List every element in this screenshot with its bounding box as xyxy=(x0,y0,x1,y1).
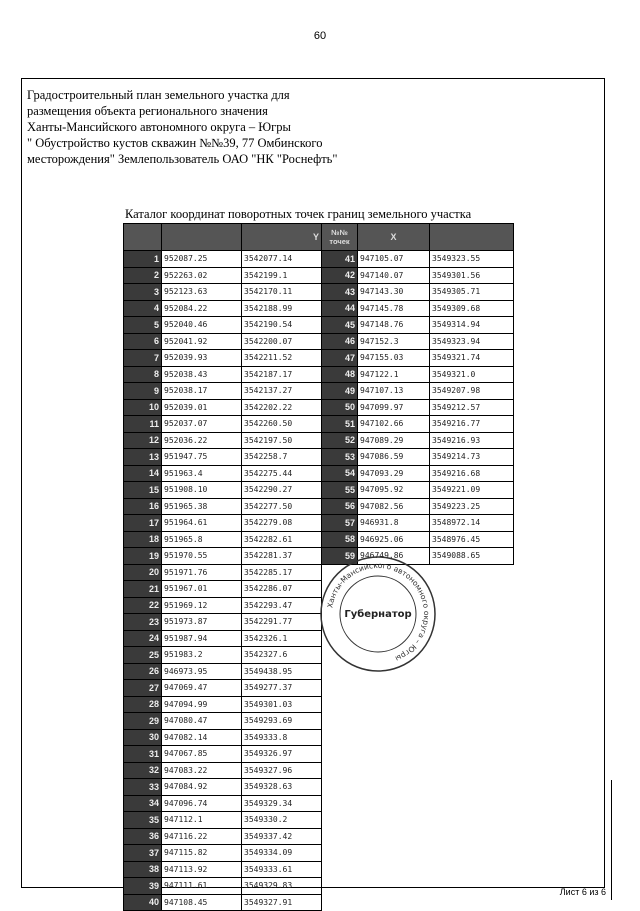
title-line: " Обустройство кустов скважин №№39, 77 Омбинского xyxy=(27,136,323,150)
coord-x: 952037.07 xyxy=(162,416,242,433)
coord-y: 3549207.98 xyxy=(430,383,514,400)
coord-x: 947152.3 xyxy=(358,333,430,350)
point-number: 42 xyxy=(322,267,358,284)
coord-y: 3549323.55 xyxy=(430,251,514,268)
point-number: 3 xyxy=(124,284,162,301)
point-number: 34 xyxy=(124,795,162,812)
point-number: 31 xyxy=(124,746,162,763)
title-line: размещения объекта регионального значения xyxy=(27,104,268,118)
point-number: 30 xyxy=(124,729,162,746)
coord-y: 3549216.93 xyxy=(430,432,514,449)
coord-y: 3549337.42 xyxy=(242,828,322,845)
point-number: 1 xyxy=(124,251,162,268)
coord-y: 3549305.71 xyxy=(430,284,514,301)
table-row xyxy=(124,845,322,862)
point-number: 8 xyxy=(124,366,162,383)
point-number: 20 xyxy=(124,564,162,581)
coord-y: 3542187.17 xyxy=(242,366,322,383)
coord-y: 3542170.11 xyxy=(242,284,322,301)
coord-x: 951969.12 xyxy=(162,597,242,614)
point-number: 2 xyxy=(124,267,162,284)
table-row xyxy=(124,284,322,301)
coord-x: 951973.87 xyxy=(162,614,242,631)
table-row xyxy=(124,696,322,713)
point-number: 13 xyxy=(124,449,162,466)
coord-y: 3549314.94 xyxy=(430,317,514,334)
coord-y: 3542137.27 xyxy=(242,383,322,400)
coord-x: 952263.02 xyxy=(162,267,242,284)
coord-x: 951963.4 xyxy=(162,465,242,482)
point-number: 6 xyxy=(124,333,162,350)
coord-y: 3549221.09 xyxy=(430,482,514,499)
point-number: 40 xyxy=(124,894,162,911)
coord-x: 947155.03 xyxy=(358,350,430,367)
point-number: 23 xyxy=(124,614,162,631)
seal-center-text: Губернатор xyxy=(344,609,412,620)
coord-x: 947084.92 xyxy=(162,779,242,796)
table-row xyxy=(322,399,514,416)
coord-x: 947140.07 xyxy=(358,267,430,284)
header-x: X xyxy=(358,224,430,251)
table-row xyxy=(322,284,514,301)
coord-y: 3549216.68 xyxy=(430,465,514,482)
point-number: 14 xyxy=(124,465,162,482)
coord-x: 947105.07 xyxy=(358,251,430,268)
coord-x: 947111.61 xyxy=(162,878,242,895)
table-row xyxy=(322,300,514,317)
point-number: 15 xyxy=(124,482,162,499)
coord-y: 3549321.74 xyxy=(430,350,514,367)
coord-y: 3542200.07 xyxy=(242,333,322,350)
table-row xyxy=(322,333,514,350)
coord-y: 3542197.50 xyxy=(242,432,322,449)
coord-y: 3549327.91 xyxy=(242,894,322,911)
coord-y: 3549333.61 xyxy=(242,861,322,878)
table-row xyxy=(124,581,322,598)
seal-ring-text: Ханты-Мансийского автономного округа – Югры xyxy=(325,560,432,664)
header-y xyxy=(430,224,514,251)
table-row xyxy=(322,432,514,449)
point-number: 26 xyxy=(124,663,162,680)
coord-y: 3549212.57 xyxy=(430,399,514,416)
coord-x: 952040.46 xyxy=(162,317,242,334)
point-number: 36 xyxy=(124,828,162,845)
table-row xyxy=(322,449,514,466)
coord-y: 3549327.96 xyxy=(242,762,322,779)
coord-y: 3542293.47 xyxy=(242,597,322,614)
coord-x: 951971.76 xyxy=(162,564,242,581)
coord-y: 3549277.37 xyxy=(242,680,322,697)
point-number: 50 xyxy=(322,399,358,416)
point-number: 59 xyxy=(322,548,358,565)
coord-y: 3542077.14 xyxy=(242,251,322,268)
table-row xyxy=(124,713,322,730)
coord-y: 3542199.1 xyxy=(242,267,322,284)
coord-y: 3549321.0 xyxy=(430,366,514,383)
point-number: 41 xyxy=(322,251,358,268)
coord-y: 3548976.45 xyxy=(430,531,514,548)
table-row xyxy=(322,531,514,548)
coord-y: 3548972.14 xyxy=(430,515,514,532)
table-row xyxy=(124,333,322,350)
coord-x: 947116.22 xyxy=(162,828,242,845)
title-line: Ханты-Мансийского автономного округа – Югры xyxy=(27,120,291,134)
point-number: 11 xyxy=(124,416,162,433)
point-number: 53 xyxy=(322,449,358,466)
table-row xyxy=(124,267,322,284)
table-row xyxy=(124,894,322,911)
coord-x: 947102.66 xyxy=(358,416,430,433)
coord-x: 947095.92 xyxy=(358,482,430,499)
point-number: 29 xyxy=(124,713,162,730)
point-number: 35 xyxy=(124,812,162,829)
table-row xyxy=(124,729,322,746)
table-row xyxy=(322,366,514,383)
point-number: 4 xyxy=(124,300,162,317)
coord-y: 3549088.65 xyxy=(430,548,514,565)
point-number: 49 xyxy=(322,383,358,400)
table-row xyxy=(124,317,322,334)
coord-x: 947083.22 xyxy=(162,762,242,779)
coord-x: 947080.47 xyxy=(162,713,242,730)
table-row xyxy=(124,663,322,680)
coord-y: 3542202.22 xyxy=(242,399,322,416)
point-number: 18 xyxy=(124,531,162,548)
point-number: 9 xyxy=(124,383,162,400)
point-number: 27 xyxy=(124,680,162,697)
coord-x: 947108.45 xyxy=(162,894,242,911)
coord-x: 947115.82 xyxy=(162,845,242,862)
table-row xyxy=(124,680,322,697)
table-row xyxy=(124,465,322,482)
coord-x: 947122.1 xyxy=(358,366,430,383)
coord-y: 3549293.69 xyxy=(242,713,322,730)
table-row xyxy=(124,498,322,515)
table-row xyxy=(124,746,322,763)
coord-x: 952038.17 xyxy=(162,383,242,400)
coord-y: 3549301.56 xyxy=(430,267,514,284)
table-row xyxy=(124,762,322,779)
point-number: 56 xyxy=(322,498,358,515)
coord-x: 946973.95 xyxy=(162,663,242,680)
coord-x: 952087.25 xyxy=(162,251,242,268)
point-number: 25 xyxy=(124,647,162,664)
table-row xyxy=(124,597,322,614)
coord-x: 952036.22 xyxy=(162,432,242,449)
table-row xyxy=(124,795,322,812)
point-number: 44 xyxy=(322,300,358,317)
table-row xyxy=(322,317,514,334)
title-line: Градостроительный план земельного участка для xyxy=(27,88,290,102)
coord-x: 952039.01 xyxy=(162,399,242,416)
coord-x: 951967.01 xyxy=(162,581,242,598)
coord-x: 947082.56 xyxy=(358,498,430,515)
table-row xyxy=(322,267,514,284)
coord-x: 946749.86 xyxy=(358,548,430,565)
coord-y: 3542327.6 xyxy=(242,647,322,664)
coord-x: 947086.59 xyxy=(358,449,430,466)
coord-x: 951947.75 xyxy=(162,449,242,466)
header-x xyxy=(162,224,242,251)
table-row xyxy=(124,878,322,895)
point-number: 38 xyxy=(124,861,162,878)
table-row xyxy=(124,416,322,433)
header-num xyxy=(124,224,162,251)
table-row xyxy=(124,630,322,647)
point-number: 52 xyxy=(322,432,358,449)
point-number: 19 xyxy=(124,548,162,565)
sheet-footer: Лист 6 из 6 xyxy=(559,887,606,897)
coord-x: 952123.63 xyxy=(162,284,242,301)
coord-y: 3542188.99 xyxy=(242,300,322,317)
table-row xyxy=(124,828,322,845)
coord-y: 3542286.07 xyxy=(242,581,322,598)
table-row xyxy=(124,300,322,317)
coordinates-table-right xyxy=(321,223,514,565)
table-row xyxy=(124,383,322,400)
coord-y: 3549301.03 xyxy=(242,696,322,713)
table-row xyxy=(124,647,322,664)
coord-y: 3542285.17 xyxy=(242,564,322,581)
coord-y: 3549329.83 xyxy=(242,878,322,895)
point-number: 32 xyxy=(124,762,162,779)
point-number: 28 xyxy=(124,696,162,713)
coord-y: 3542291.77 xyxy=(242,614,322,631)
coord-x: 947145.78 xyxy=(358,300,430,317)
coord-x: 946931.8 xyxy=(358,515,430,532)
table-row xyxy=(124,515,322,532)
coord-x: 947093.29 xyxy=(358,465,430,482)
coord-x: 952039.93 xyxy=(162,350,242,367)
header-num-points: №№ точек xyxy=(322,224,358,251)
coord-y: 3549333.8 xyxy=(242,729,322,746)
point-number: 43 xyxy=(322,284,358,301)
table-row xyxy=(124,812,322,829)
point-number: 16 xyxy=(124,498,162,515)
table-row xyxy=(124,432,322,449)
table-row xyxy=(124,350,322,367)
coord-x: 947067.85 xyxy=(162,746,242,763)
coord-y: 3542211.52 xyxy=(242,350,322,367)
table-row xyxy=(124,251,322,268)
point-number: 22 xyxy=(124,597,162,614)
point-number: 10 xyxy=(124,399,162,416)
table-row xyxy=(124,564,322,581)
table-row xyxy=(322,350,514,367)
coord-x: 951908.10 xyxy=(162,482,242,499)
coord-x: 947096.74 xyxy=(162,795,242,812)
coord-y: 3549214.73 xyxy=(430,449,514,466)
coord-y: 3542258.7 xyxy=(242,449,322,466)
point-number: 39 xyxy=(124,878,162,895)
coord-y: 3542260.50 xyxy=(242,416,322,433)
table-row xyxy=(124,548,322,565)
coord-y: 3549326.97 xyxy=(242,746,322,763)
governor-seal xyxy=(318,554,438,674)
coord-x: 947112.1 xyxy=(162,812,242,829)
catalog-title: Каталог координат поворотных точек границ земельного участка xyxy=(125,207,472,221)
point-number: 33 xyxy=(124,779,162,796)
coord-y: 3542190.54 xyxy=(242,317,322,334)
coord-y: 3542326.1 xyxy=(242,630,322,647)
coord-x: 947099.97 xyxy=(358,399,430,416)
coord-x: 952084.22 xyxy=(162,300,242,317)
coord-y: 3542279.08 xyxy=(242,515,322,532)
coordinates-table-left xyxy=(123,223,322,911)
coord-x: 947082.14 xyxy=(162,729,242,746)
coord-y: 3549329.34 xyxy=(242,795,322,812)
point-number: 47 xyxy=(322,350,358,367)
coord-x: 951965.38 xyxy=(162,498,242,515)
coord-y: 3542281.37 xyxy=(242,548,322,565)
coord-x: 951964.61 xyxy=(162,515,242,532)
table-row xyxy=(322,498,514,515)
coord-x: 947143.30 xyxy=(358,284,430,301)
table-row xyxy=(322,482,514,499)
table-row xyxy=(322,251,514,268)
title-line: месторождения" Землепользователь ОАО "НК "Роснефть" xyxy=(27,152,338,166)
coord-x: 947069.47 xyxy=(162,680,242,697)
coord-x: 947094.99 xyxy=(162,696,242,713)
table-row xyxy=(124,399,322,416)
point-number: 58 xyxy=(322,531,358,548)
coord-y: 3549323.94 xyxy=(430,333,514,350)
table-row xyxy=(124,779,322,796)
coord-y: 3542275.44 xyxy=(242,465,322,482)
coord-y: 3542290.27 xyxy=(242,482,322,499)
coord-x: 951987.94 xyxy=(162,630,242,647)
coord-y: 3542277.50 xyxy=(242,498,322,515)
table-row xyxy=(322,383,514,400)
header-y: Y xyxy=(242,224,322,251)
coord-y: 3549334.09 xyxy=(242,845,322,862)
point-number: 57 xyxy=(322,515,358,532)
point-number: 45 xyxy=(322,317,358,334)
coord-x: 951970.55 xyxy=(162,548,242,565)
point-number: 37 xyxy=(124,845,162,862)
coord-x: 951965.8 xyxy=(162,531,242,548)
table-row xyxy=(124,449,322,466)
coord-y: 3549330.2 xyxy=(242,812,322,829)
point-number: 48 xyxy=(322,366,358,383)
point-number: 54 xyxy=(322,465,358,482)
point-number: 21 xyxy=(124,581,162,598)
table-row xyxy=(322,465,514,482)
margin-bar xyxy=(611,780,612,900)
coord-x: 947107.13 xyxy=(358,383,430,400)
coord-x: 947089.29 xyxy=(358,432,430,449)
point-number: 51 xyxy=(322,416,358,433)
table-row xyxy=(124,531,322,548)
table-row xyxy=(322,416,514,433)
table-row xyxy=(124,482,322,499)
coord-x: 946925.06 xyxy=(358,531,430,548)
coord-x: 951983.2 xyxy=(162,647,242,664)
table-row xyxy=(124,861,322,878)
coord-y: 3549223.25 xyxy=(430,498,514,515)
coord-y: 3549216.77 xyxy=(430,416,514,433)
coord-x: 947113.92 xyxy=(162,861,242,878)
plan-title xyxy=(27,87,447,167)
point-number: 5 xyxy=(124,317,162,334)
point-number: 46 xyxy=(322,333,358,350)
coord-y: 3549438.95 xyxy=(242,663,322,680)
coord-x: 952041.92 xyxy=(162,333,242,350)
table-row xyxy=(124,614,322,631)
coord-x: 952038.43 xyxy=(162,366,242,383)
coord-x: 947148.76 xyxy=(358,317,430,334)
point-number: 24 xyxy=(124,630,162,647)
table-row xyxy=(322,515,514,532)
point-number: 17 xyxy=(124,515,162,532)
coord-y: 3542282.61 xyxy=(242,531,322,548)
coord-y: 3549328.63 xyxy=(242,779,322,796)
coord-y: 3549309.68 xyxy=(430,300,514,317)
point-number: 55 xyxy=(322,482,358,499)
page-number: 60 xyxy=(313,30,327,42)
point-number: 12 xyxy=(124,432,162,449)
point-number: 7 xyxy=(124,350,162,367)
table-row xyxy=(124,366,322,383)
